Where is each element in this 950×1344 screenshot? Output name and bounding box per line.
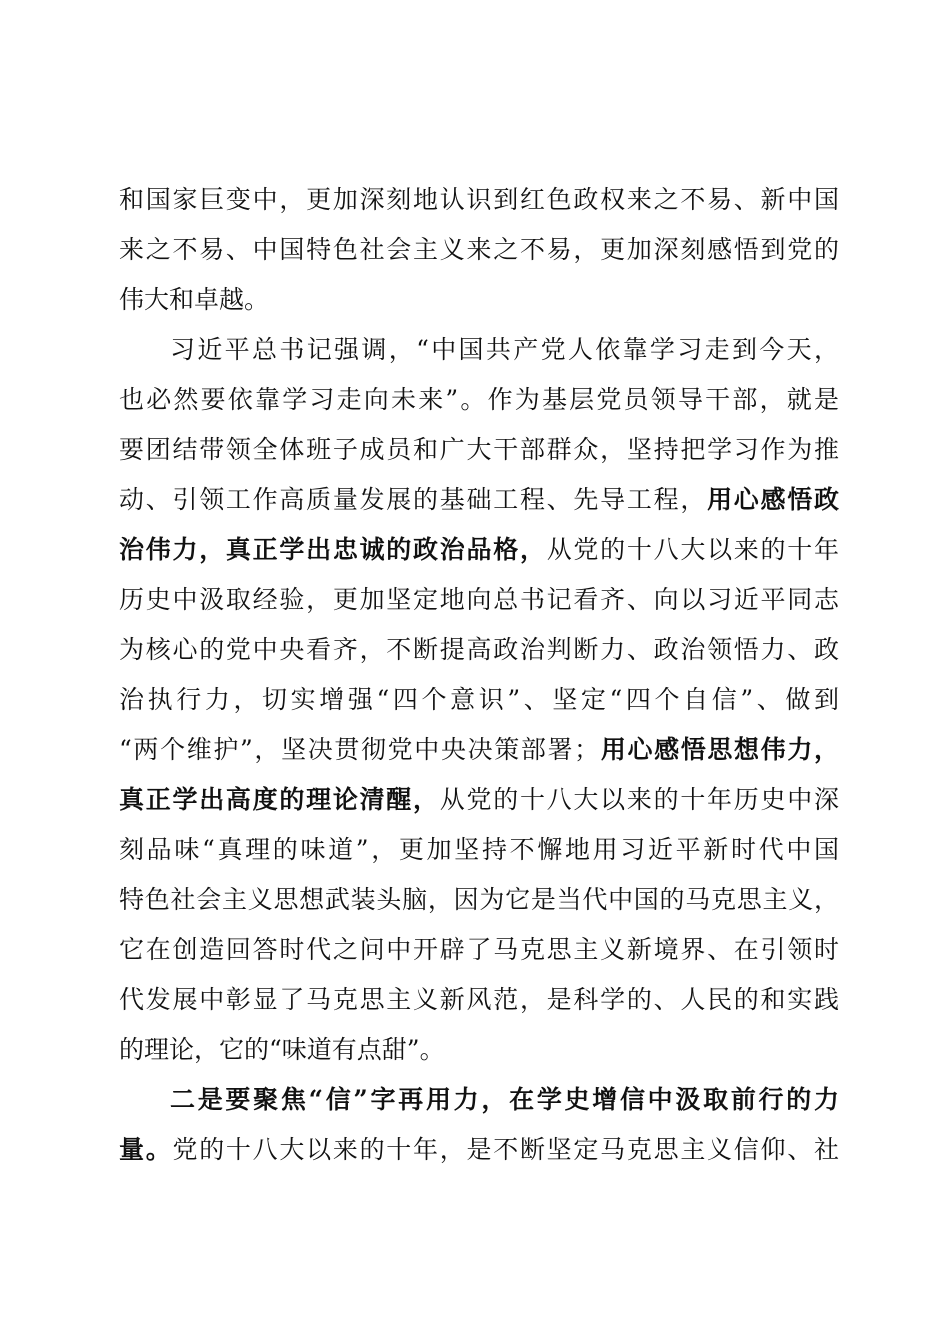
- paragraph-2-line-13: 它在创造回答时代之问中开辟了马克思主义新境界、在引领时: [119, 935, 839, 964]
- regular-text: “两个维护”，坚决贯彻党中央决策部署；: [119, 735, 600, 764]
- paragraph-2-line-5: [119, 530, 839, 570]
- regular-text: 党的十八大以来的十年，是不断坚定马克思主义信仰、社: [172, 1135, 839, 1164]
- bold-emphasis: 治伟力，真正学出忠诚的政治品格，: [119, 535, 547, 564]
- paragraph-2-line-3: 要团结带领全体班子成员和广大干部群众，坚持把学习作为推: [119, 435, 839, 464]
- paragraph-2-line-1: 习近平总书记强调，“中国共产党人依靠学习走到今天，: [170, 335, 839, 364]
- bold-emphasis: 用心感悟政: [707, 485, 839, 514]
- paragraph-2-line-12: 特色社会主义思想武装头脑，因为它是当代中国的马克思主义，: [119, 885, 839, 914]
- paragraph-2-line-7: 为核心的党中央看齐，不断提高政治判断力、政治领悟力、政: [119, 635, 839, 664]
- paragraph-2-line-2: 也必然要依靠学习走向未来”。作为基层党员领导干部，就是: [119, 385, 839, 414]
- bold-emphasis: 真正学出高度的理论清醒，: [119, 785, 440, 814]
- paragraph-2-line-10: [119, 780, 839, 820]
- paragraph-2-line-9: [119, 730, 839, 770]
- paragraph-1-line-1: 和国家巨变中，更加深刻地认识到红色政权来之不易、新中国: [119, 185, 839, 214]
- paragraph-3-line-2: [119, 1130, 839, 1170]
- regular-text: 从党的十八大以来的十年历史中深: [439, 785, 839, 814]
- paragraph-1-line-2: 来之不易、中国特色社会主义来之不易，更加深刻感悟到党的: [119, 235, 839, 264]
- regular-text: 动、引领工作高质量发展的基础工程、先导工程，: [119, 485, 708, 514]
- bold-emphasis: 用心感悟思想伟力，: [599, 735, 839, 764]
- paragraph-1-line-3: 伟大和卓越。: [119, 285, 270, 314]
- bold-emphasis: 量。: [119, 1135, 173, 1164]
- paragraph-2-line-14: 代发展中彰显了马克思主义新风范，是科学的、人民的和实践: [119, 985, 839, 1014]
- paragraph-2-line-6: 历史中汲取经验，更加坚定地向总书记看齐、向以习近平同志: [119, 585, 839, 614]
- paragraph-2-line-11: 刻品味“真理的味道”，更加坚持不懈地用习近平新时代中国: [119, 835, 839, 864]
- paragraph-3-line-1: 二是要聚焦“信”字再用力，在学史增信中汲取前行的力: [170, 1085, 839, 1114]
- paragraph-2-line-4: [119, 480, 839, 520]
- paragraph-2-line-8: 治执行力，切实增强“四个意识”、坚定“四个自信”、做到: [119, 685, 839, 714]
- regular-text: 从党的十八大以来的十年: [546, 535, 839, 564]
- paragraph-2-line-15: 的理论，它的“味道有点甜”。: [119, 1035, 445, 1064]
